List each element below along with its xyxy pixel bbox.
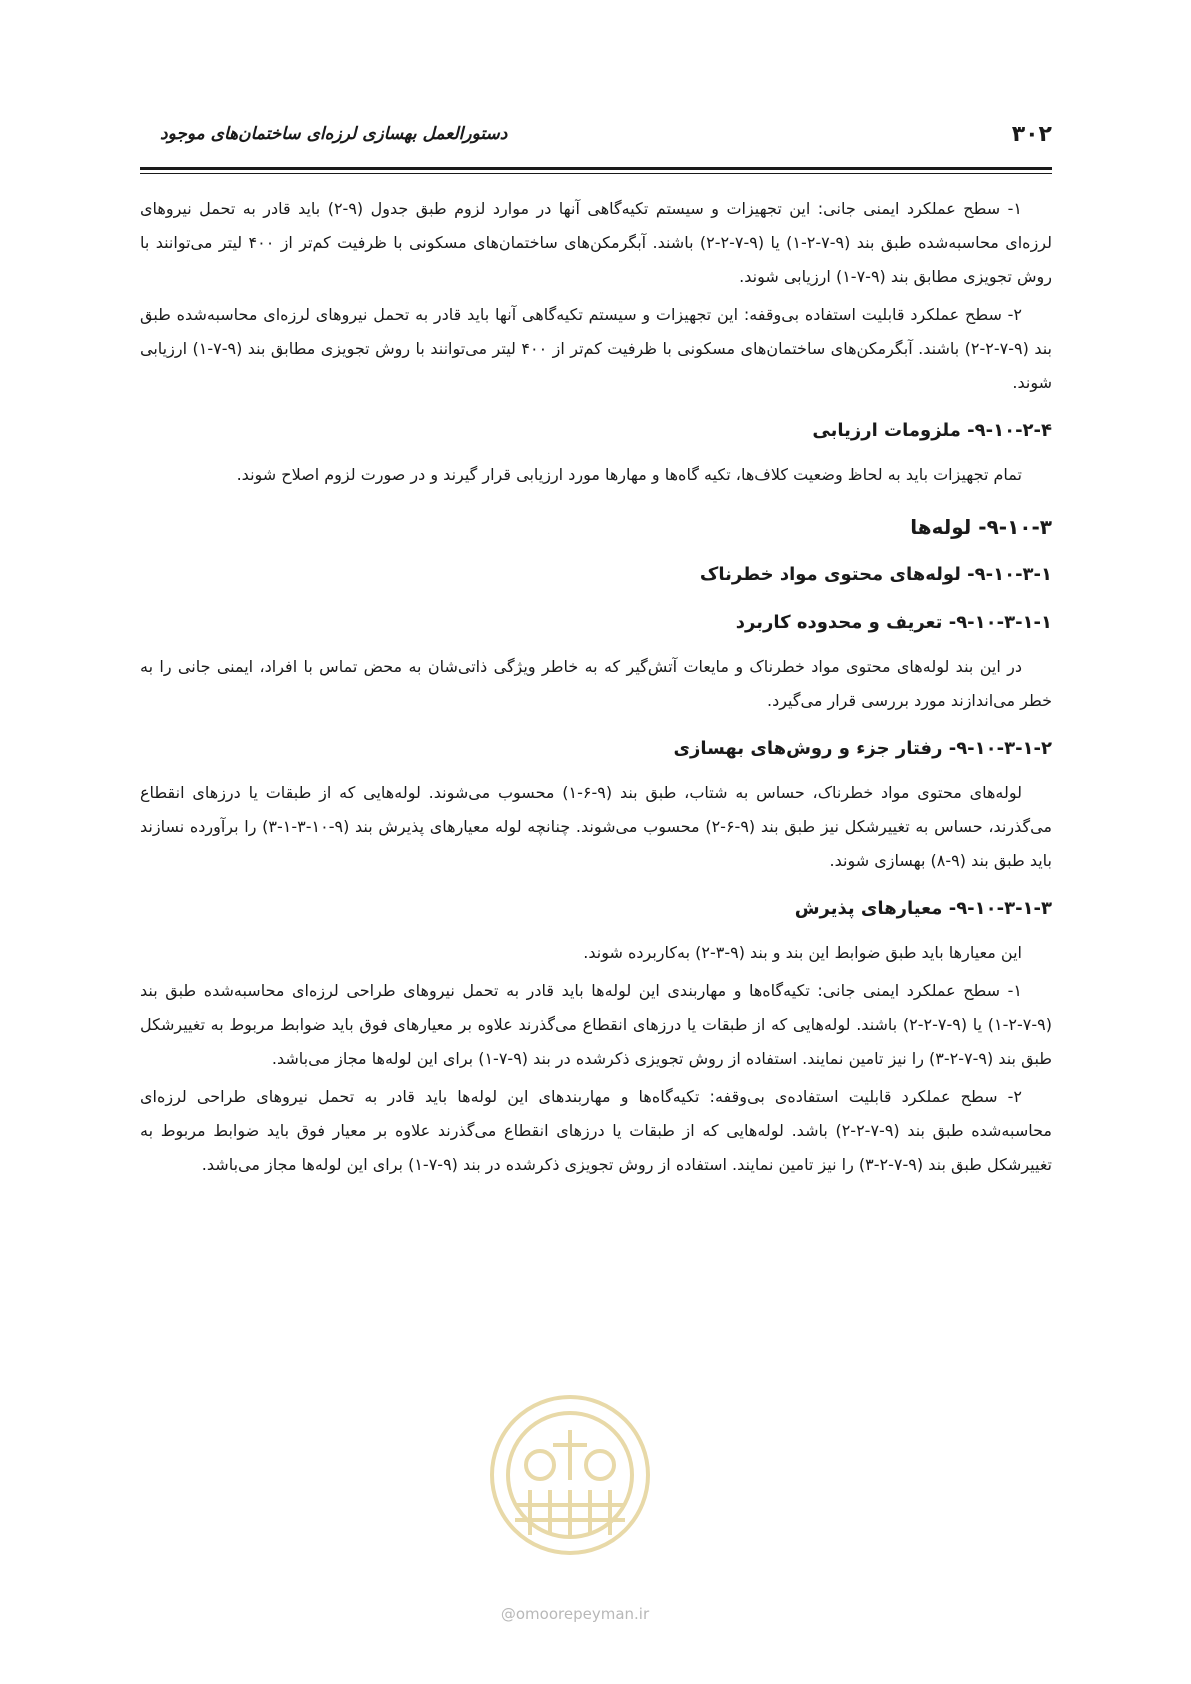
- heading-definition-scope: ۹-۱۰-۳-۱-۱- تعریف و محدوده کاربرد: [735, 612, 1052, 633]
- heading-pipes: ۹-۱۰-۳- لوله‌ها: [910, 515, 1052, 539]
- page-header: [140, 118, 1052, 158]
- heading-behavior-rehab: ۹-۱۰-۳-۱-۲- رفتار جزء و روش‌های بهسازی: [673, 738, 1052, 759]
- para-immediate-occupancy-equipment: ۲- سطح عملکرد قابلیت استفاده بی‌وقفه: این تجهیزات و سیستم تکیه‌گاهی آنها باید قادر به تحمل نیروهای لرزه‌ای محاسبه‌شده طبق بند (۹-۷-۲-۲) باشند. آبگرمکن‌های ساختمان‌های مسکونی با ظرفیت کم‌تر از ۴۰۰ لیتر می‌توانند با روش تجویزی مطابق بند (۹-۷-۱) ارزیابی شوند.: [140, 305, 1053, 392]
- heading-hazardous-pipes: ۹-۱۰-۳-۱- لوله‌های محتوی مواد خطرناک: [699, 564, 1052, 585]
- para-evaluation-requirements: تمام تجهیزات باید به لحاظ وضعیت کلاف‌ها، تکیه گاه‌ها و مهارها مورد ارزیابی قرار گیرند و در صورت لزوم اصلاح شوند.: [236, 465, 1022, 484]
- para-behavior-rehab: لوله‌های محتوی مواد خطرناک، حساس به شتاب، طبق بند (۹-۶-۱) محسوب می‌شوند. لوله‌هایی که از طبقات یا درزهای انقطاع می‌گذرند، حساس به تغییرشکل نیز طبق بند (۹-۶-۲) محسوب می‌شوند. چنانچه لوله معیارهای پذیرش بند (۹-۱۰-۳-۱-۳) را برآورده نسازند باید طبق بند (۹-۸) بهسازی شوند.: [140, 783, 1053, 870]
- document-body: [140, 192, 1052, 1186]
- para-life-safety-pipes: ۱- سطح عملکرد ایمنی جانی: تکیه‌گاه‌ها و مهاربندی این لوله‌ها باید قادر به تحمل نیروهای طراحی لرزه‌ای محاسبه‌شده طبق بند (۹-۷-۲-۱) یا (۹-۷-۲-۲) باشند. لوله‌هایی که از طبقات یا درزهای انقطاع می‌گذرند علاوه بر معیارهای فوق باید ضوابط مربوط به تغییرشکل طبق بند (۹-۷-۲-۳) را نیز تامین نمایند. استفاده از روش تجویزی ذکرشده در بند (۹-۷-۱) برای این لوله‌ها مجاز می‌باشد.: [140, 981, 1053, 1068]
- heading-acceptance-criteria: ۹-۱۰-۳-۱-۳- معیارهای پذیرش: [794, 898, 1052, 919]
- heading-evaluation-requirements: ۹-۱۰-۲-۴- ملزومات ارزیابی: [812, 420, 1052, 441]
- footer-url: @omoorepeyman.ir: [500, 1605, 650, 1623]
- para-acceptance-intro: این معیارها باید طبق ضوابط این بند و بند (۹-۳-۲) به‌کاربرده شوند.: [583, 943, 1022, 962]
- para-life-safety-equipment: ۱- سطح عملکرد ایمنی جانی: این تجهیزات و سیستم تکیه‌گاهی آنها در موارد لزوم طبق جدول (۹-۲) باید قادر به تحمل نیروهای لرزه‌ای محاسبه‌شده طبق بند (۹-۷-۲-۱) یا (۹-۷-۲-۲) باشند. آبگرمکن‌های ساختمان‌های مسکونی با ظرفیت کم‌تر از ۴۰۰ لیتر می‌توانند با روش تجویزی مطابق بند (۹-۷-۱) ارزیابی شوند.: [140, 199, 1052, 286]
- running-title: دستورالعمل بهسازی لرزه‌ای ساختمان‌های موجود: [160, 124, 508, 144]
- page-number: ۳۰۲: [1011, 122, 1052, 147]
- para-immediate-occupancy-pipes: ۲- سطح عملکرد قابلیت استفاده‌ی بی‌وقفه: تکیه‌گاه‌ها و مهاربندهای این لوله‌ها باید قادر به تحمل نیروهای طراحی لرزه‌ای محاسبه‌شده طبق بند (۹-۷-۲-۲) باشد. لوله‌هایی که از طبقات یا درزهای انقطاع می‌گذرند علاوه بر معیار فوق باید ضوابط مربوط به تغییرشکل طبق بند (۹-۷-۲-۳) را نیز تامین نمایند. استفاده از روش تجویزی ذکرشده در بند (۹-۷-۱) برای این لوله‌ها مجاز می‌باشد.: [140, 1087, 1053, 1174]
- seal-logo-icon: [475, 1385, 665, 1565]
- header-rule-thick: [140, 167, 1052, 170]
- header-rule-thin: [140, 173, 1052, 174]
- para-definition-scope: در این بند لوله‌های محتوی مواد خطرناک و مایعات آتش‌گیر که به خاطر ویژگی ذاتی‌شان به محض تماس با افراد، ایمنی جانی را به خطر می‌اندازند مورد بررسی قرار می‌گیرد.: [140, 657, 1052, 710]
